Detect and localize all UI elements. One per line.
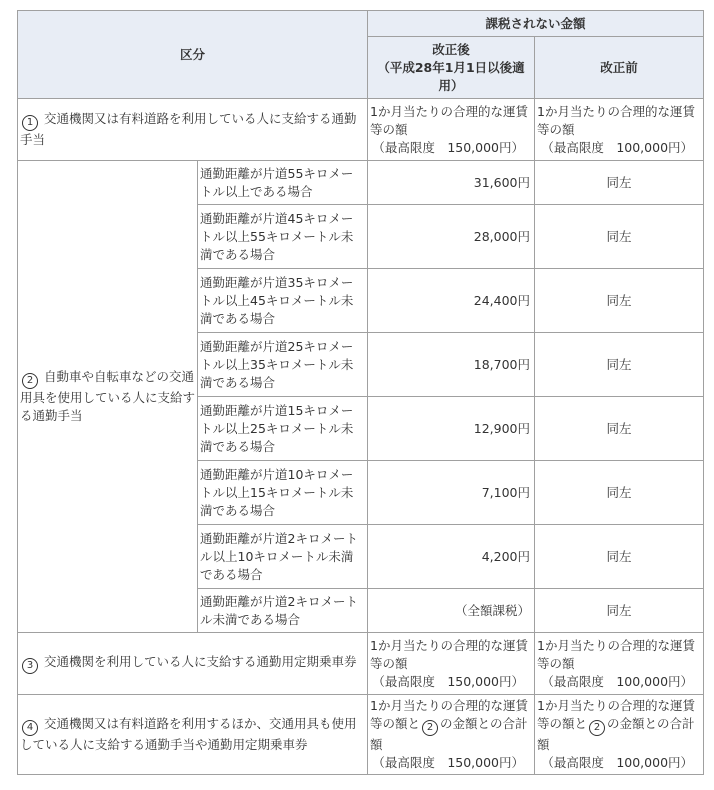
after-amount: 12,900円 — [368, 397, 535, 461]
distance-desc: 通勤距離が片道10キロメートル以上15キロメートル未満である場合 — [198, 461, 368, 525]
row4-after-limit: （最高限度 150,000円） — [372, 755, 525, 770]
row1-before-limit: （最高限度 100,000円） — [541, 139, 694, 155]
row4-before — [535, 695, 704, 775]
circled-number: 2 — [22, 373, 38, 389]
distance-desc: 通勤距離が片道2キロメートル未満である場合 — [198, 589, 368, 633]
after-amount: 31,600円 — [368, 161, 535, 205]
before-amount: 同左 — [535, 333, 704, 397]
before-amount: 同左 — [535, 525, 704, 589]
row4-after-post: の金額との合計額 — [370, 716, 528, 752]
row1-before-text: 1か月当たりの合理的な運賃等の額 — [537, 103, 695, 137]
distance-desc: 通勤距離が片道55キロメートル以上である場合 — [198, 161, 368, 205]
circled-number: 2 — [422, 720, 438, 736]
row3-after-text: 1か月当たりの合理的な運賃等の額 — [370, 637, 528, 671]
before-amount: 同左 — [535, 589, 704, 633]
header-after-label: 改正後 — [432, 41, 470, 57]
circled-number: 4 — [22, 720, 38, 736]
after-amount: （全額課税） — [368, 589, 535, 633]
after-amount: 18,700円 — [368, 333, 535, 397]
header-kazei: 課税されない金額 — [368, 11, 704, 37]
before-amount: 同左 — [535, 205, 704, 269]
row3-after — [368, 633, 535, 695]
distance-desc: 通勤距離が片道15キロメートル以上25キロメートル未満である場合 — [198, 397, 368, 461]
after-amount: 24,400円 — [368, 269, 535, 333]
circled-number: 3 — [22, 658, 38, 674]
circled-number: 2 — [589, 720, 605, 736]
row1-category — [18, 99, 368, 161]
header-after-note: （平成28年1月1日以後適用） — [377, 59, 525, 93]
distance-desc: 通勤距離が片道45キロメートル以上55キロメートル未満である場合 — [198, 205, 368, 269]
row3-after-limit: （最高限度 150,000円） — [372, 673, 525, 689]
row4-category — [18, 695, 368, 775]
distance-desc: 通勤距離が片道25キロメートル以上35キロメートル未満である場合 — [198, 333, 368, 397]
row3-label: 交通機関を利用している人に支給する通勤用定期乗車券 — [43, 654, 357, 669]
row1-after-text: 1か月当たりの合理的な運賃等の額 — [370, 103, 528, 137]
before-amount: 同左 — [535, 397, 704, 461]
tax-exempt-table — [17, 10, 704, 775]
header-kubun: 区分 — [18, 11, 368, 99]
after-amount: 7,100円 — [368, 461, 535, 525]
header-before: 改正前 — [535, 37, 704, 99]
row1-after-limit: （最高限度 150,000円） — [372, 139, 525, 155]
distance-desc: 通勤距離が片道35キロメートル以上45キロメートル未満である場合 — [198, 269, 368, 333]
after-amount: 28,000円 — [368, 205, 535, 269]
distance-desc: 通勤距離が片道2キロメートル以上10キロメートル未満である場合 — [198, 525, 368, 589]
row3-before-limit: （最高限度 100,000円） — [541, 673, 694, 689]
row2-label: 自動車や自転車などの交通用具を使用している人に支給する通勤手当 — [20, 369, 196, 423]
row1-after — [368, 99, 535, 161]
row3-before — [535, 633, 704, 695]
row4-after-pre: 1か月当たりの合理的な運賃等の額と — [370, 698, 528, 731]
row4-after — [368, 695, 535, 775]
circled-number: 1 — [22, 115, 38, 131]
row1-before — [535, 99, 704, 161]
row2-category — [18, 161, 198, 633]
before-amount: 同左 — [535, 269, 704, 333]
before-amount: 同左 — [535, 461, 704, 525]
row1-label: 交通機関又は有料道路を利用している人に支給する通勤手当 — [20, 111, 357, 147]
after-amount: 4,200円 — [368, 525, 535, 589]
row4-before-post: の金額との合計額 — [537, 716, 695, 752]
before-amount: 同左 — [535, 161, 704, 205]
row3-category — [18, 633, 368, 695]
header-after — [368, 37, 535, 99]
row3-before-text: 1か月当たりの合理的な運賃等の額 — [537, 637, 695, 671]
row4-before-pre: 1か月当たりの合理的な運賃等の額と — [537, 698, 695, 731]
row4-before-limit: （最高限度 100,000円） — [541, 755, 694, 770]
row4-label: 交通機関又は有料道路を利用するほか、交通用具も使用している人に支給する通勤手当や通勤用定期乗車券 — [20, 716, 357, 752]
